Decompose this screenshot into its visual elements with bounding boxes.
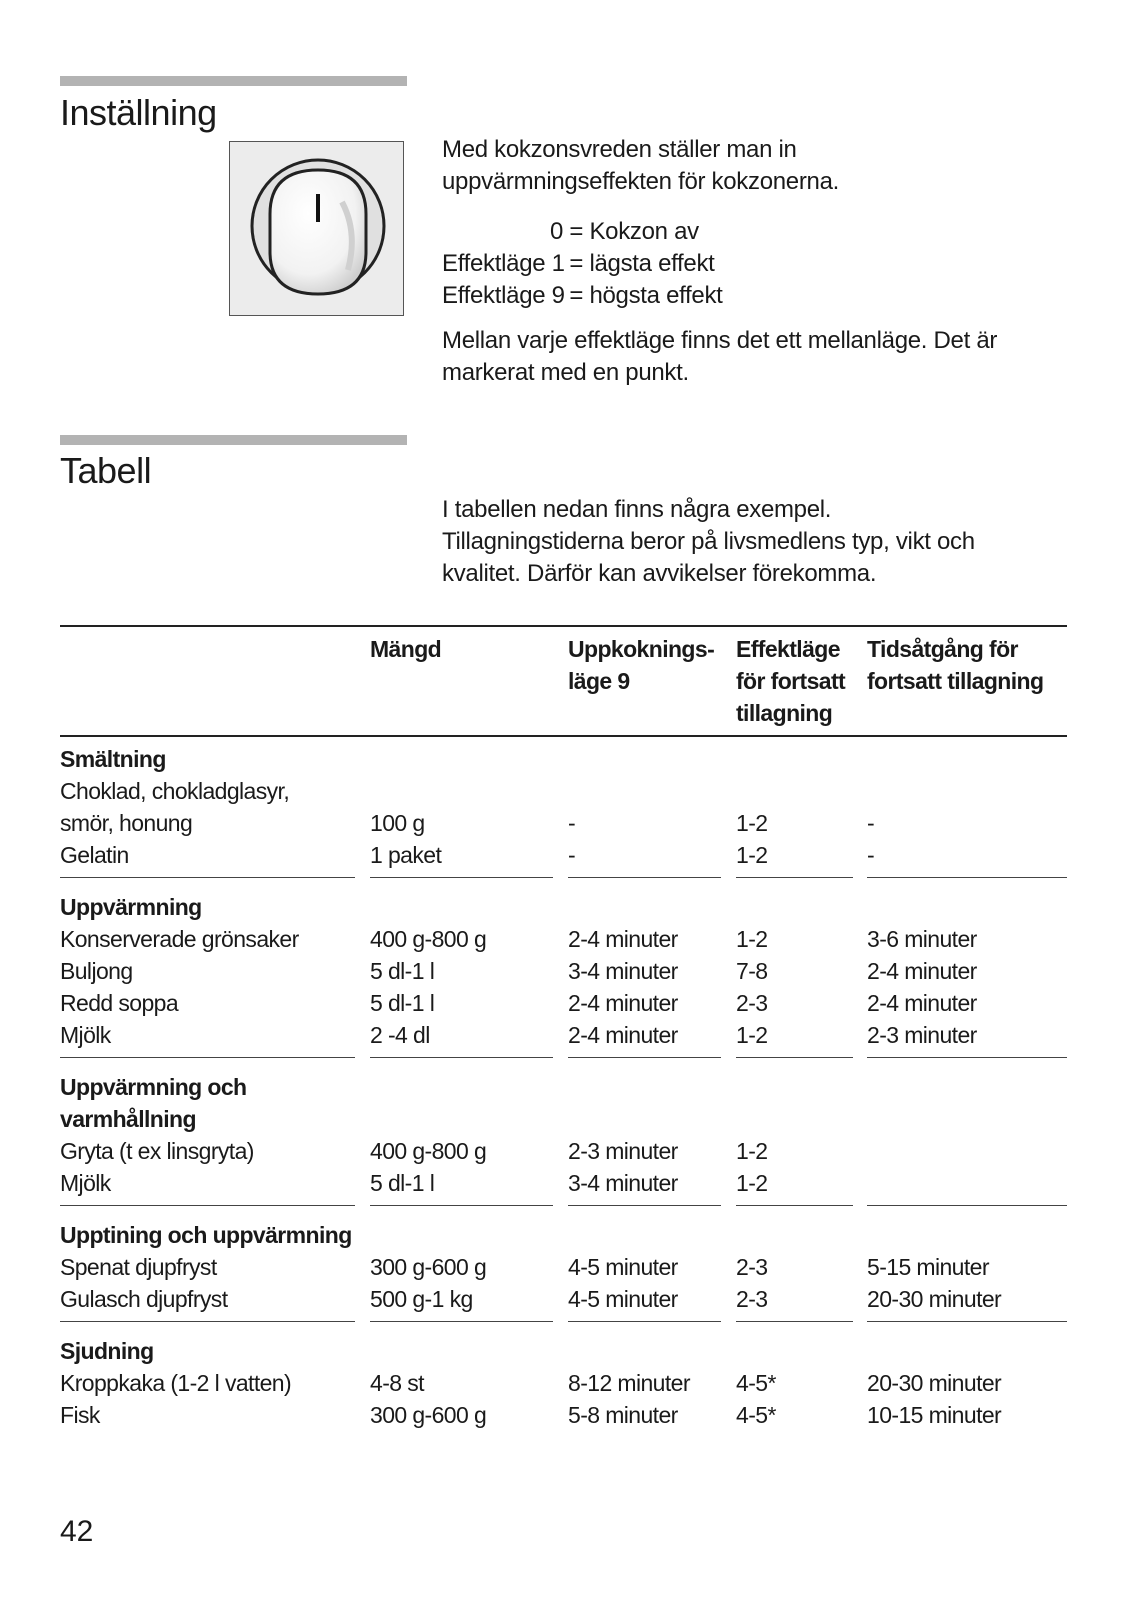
- table-cell: 300 g-600 g: [370, 1402, 487, 1428]
- table-cell: 3-4 minuter: [568, 1170, 678, 1196]
- column-header: fortsatt tillagning: [867, 668, 1044, 694]
- section-divider-bar: [60, 76, 407, 86]
- table-cell: -: [568, 842, 576, 868]
- group-separator: [867, 1057, 1067, 1058]
- group-separator: [867, 1321, 1067, 1322]
- level-text: = Kokzon av: [563, 218, 699, 245]
- section-divider-bar: [60, 435, 407, 445]
- group-separator: [370, 1321, 553, 1322]
- section-title-installning: Inställning: [60, 92, 217, 133]
- group-separator: [736, 1321, 853, 1322]
- row-label: Mjölk: [60, 1170, 111, 1196]
- table-cell: 20-30 minuter: [867, 1286, 1002, 1312]
- row-label: Kroppkaka (1-2 l vatten): [60, 1370, 292, 1396]
- group-separator: [370, 877, 553, 878]
- group-separator: [867, 877, 1067, 878]
- table-cell: 4-5*: [736, 1402, 776, 1428]
- group-separator: [370, 1205, 553, 1206]
- table-cell: 2-4 minuter: [867, 990, 977, 1016]
- cooktop-knob-icon: [229, 141, 404, 316]
- note-line: Mellan varje effektläge finns det ett mellanläge. Det är: [442, 327, 998, 354]
- table-cell: 1-2: [736, 926, 768, 952]
- table-cell: 5 dl-1 l: [370, 958, 435, 984]
- group-title: varmhållning: [60, 1106, 196, 1132]
- group-separator: [736, 1057, 853, 1058]
- row-label: Buljong: [60, 958, 133, 984]
- note-line: markerat med en punkt.: [442, 359, 689, 386]
- table-cell: 2-3: [736, 1254, 768, 1280]
- table-cell: 2-3: [736, 1286, 768, 1312]
- table-cell: 8-12 minuter: [568, 1370, 690, 1396]
- power-level-row: [442, 216, 723, 248]
- level-text: = högsta effekt: [563, 282, 723, 309]
- table-cell: 400 g-800 g: [370, 1138, 487, 1164]
- table-cell: 2-4 minuter: [568, 1022, 678, 1048]
- level-label: Effektläge 9: [442, 282, 565, 309]
- intro-line: kvalitet. Därför kan avvikelser förekomma.: [442, 560, 877, 587]
- table-cell: 5 dl-1 l: [370, 1170, 435, 1196]
- table-cell: 300 g-600 g: [370, 1254, 487, 1280]
- table-cell: 2-4 minuter: [568, 926, 678, 952]
- table-cell: 1-2: [736, 1170, 768, 1196]
- intermediate-note: [442, 325, 997, 389]
- group-title: Upptining och uppvärmning: [60, 1222, 352, 1248]
- table-cell: 500 g-1 kg: [370, 1286, 473, 1312]
- section-title-tabell: Tabell: [60, 450, 152, 491]
- table-cell: 1-2: [736, 1138, 768, 1164]
- table-cell: 1-2: [736, 842, 768, 868]
- row-label: Mjölk: [60, 1022, 111, 1048]
- level-label: Effektläge 1: [442, 250, 565, 277]
- row-label: Gryta (t ex linsgryta): [60, 1138, 254, 1164]
- group-title: Uppvärmning: [60, 894, 202, 920]
- table-cell: 5-15 minuter: [867, 1254, 989, 1280]
- column-header: Uppkoknings-: [568, 636, 715, 662]
- intro-line: I tabellen nedan finns några exempel.: [442, 496, 832, 523]
- table-intro-text: [442, 494, 975, 590]
- group-separator: [736, 877, 853, 878]
- group-title: Uppvärmning och: [60, 1074, 247, 1100]
- table-cell: 1 paket: [370, 842, 442, 868]
- table-cell: 100 g: [370, 810, 425, 836]
- group-separator: [568, 1321, 721, 1322]
- group-separator: [568, 1205, 721, 1206]
- table-cell: 5-8 minuter: [568, 1402, 678, 1428]
- table-cell: 4-8 st: [370, 1370, 424, 1396]
- power-levels: [442, 216, 723, 312]
- column-header: Effektläge: [736, 636, 840, 662]
- table-cell: 2-3: [736, 990, 768, 1016]
- column-header: för fortsatt: [736, 668, 846, 694]
- knob-intro-text: [442, 134, 839, 198]
- group-separator: [60, 1057, 355, 1058]
- column-header: Tidsåtgång för: [867, 636, 1018, 662]
- group-separator: [736, 1205, 853, 1206]
- table-cell: -: [867, 810, 875, 836]
- table-cell: 1-2: [736, 1022, 768, 1048]
- intro-line: Med kokzonsvreden ställer man in: [442, 136, 797, 163]
- table-cell: 2-4 minuter: [867, 958, 977, 984]
- table-cell: -: [867, 842, 875, 868]
- row-label: Fisk: [60, 1402, 100, 1428]
- column-header: läge 9: [568, 668, 630, 694]
- group-separator: [60, 1321, 355, 1322]
- table-cell: -: [568, 810, 576, 836]
- page-number: 42: [60, 1515, 94, 1548]
- table-cell: 1-2: [736, 810, 768, 836]
- intro-line: Tillagningstiderna beror på livsmedlens typ, vikt och: [442, 528, 975, 555]
- group-separator: [568, 877, 721, 878]
- group-separator: [60, 1205, 355, 1206]
- group-title: Sjudning: [60, 1338, 154, 1364]
- table-cell: 7-8: [736, 958, 768, 984]
- group-title: Smältning: [60, 746, 166, 772]
- table-cell: 2 -4 dl: [370, 1022, 430, 1048]
- table-cell: 5 dl-1 l: [370, 990, 435, 1016]
- row-label: smör, honung: [60, 810, 193, 836]
- table-cell: 2-4 minuter: [568, 990, 678, 1016]
- group-separator: [60, 877, 355, 878]
- header-bottom-rule: [60, 735, 1067, 737]
- table-cell: 3-6 minuter: [867, 926, 977, 952]
- group-separator: [568, 1057, 721, 1058]
- row-label: Redd soppa: [60, 990, 179, 1016]
- table-cell: 20-30 minuter: [867, 1370, 1002, 1396]
- table-cell: 4-5*: [736, 1370, 776, 1396]
- column-header: Mängd: [370, 636, 442, 662]
- power-level-row: [442, 248, 723, 280]
- table-cell: 2-3 minuter: [867, 1022, 977, 1048]
- level-label: 0: [549, 218, 563, 245]
- table-cell: 4-5 minuter: [568, 1286, 678, 1312]
- group-separator: [867, 1205, 1067, 1206]
- column-header: tillagning: [736, 700, 833, 726]
- table-top-rule: [60, 625, 1067, 627]
- table-cell: 4-5 minuter: [568, 1254, 678, 1280]
- power-level-row: [442, 280, 723, 312]
- table-cell: 3-4 minuter: [568, 958, 678, 984]
- row-label: Konserverade grönsaker: [60, 926, 299, 952]
- level-text: = lägsta effekt: [563, 250, 715, 277]
- table-cell: 10-15 minuter: [867, 1402, 1002, 1428]
- table-cell: 2-3 minuter: [568, 1138, 678, 1164]
- row-label: Gelatin: [60, 842, 129, 868]
- row-label: Spenat djupfryst: [60, 1254, 217, 1280]
- group-separator: [370, 1057, 553, 1058]
- intro-line: uppvärmningseffekten för kokzonerna.: [442, 168, 840, 195]
- row-label: Choklad, chokladglasyr,: [60, 778, 290, 804]
- table-cell: 400 g-800 g: [370, 926, 487, 952]
- row-label: Gulasch djupfryst: [60, 1286, 228, 1312]
